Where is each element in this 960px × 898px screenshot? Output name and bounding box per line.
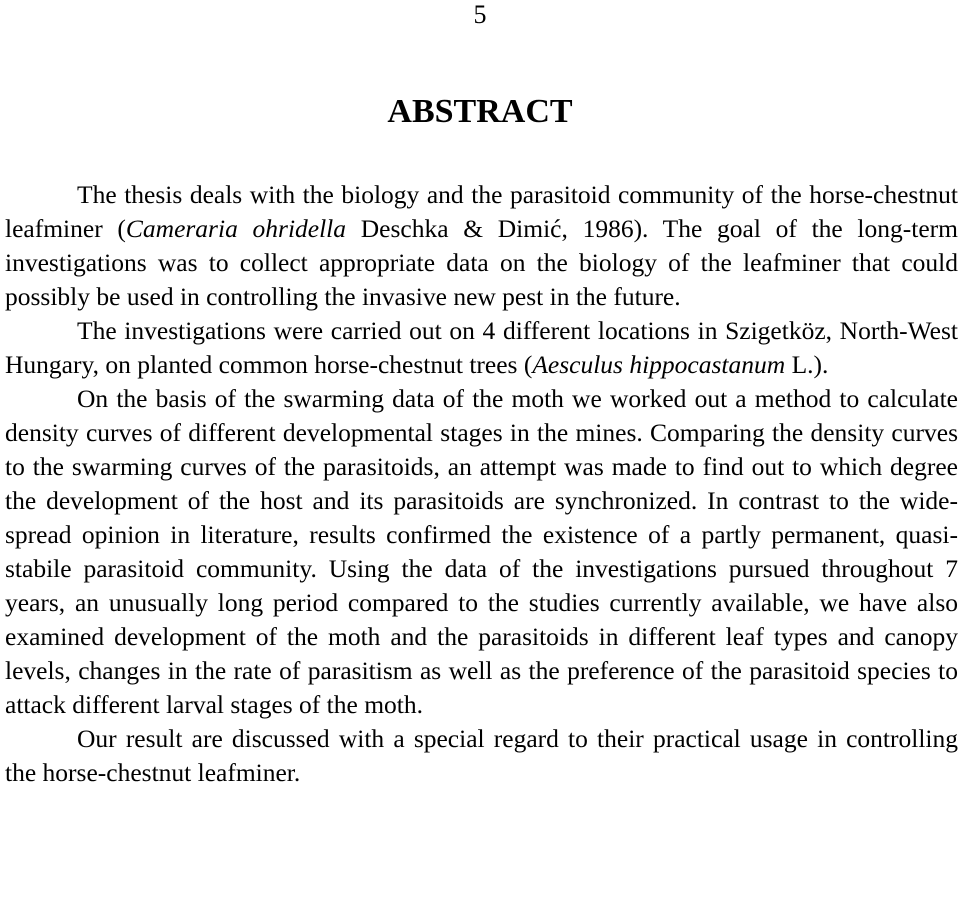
abstract-body [5,178,958,790]
paragraph-2-text-end: L.). [785,350,829,379]
species-name-cameraria: Cameraria ohridella [125,214,347,243]
paragraph-1-text: The thesis deals with the biology and the parasitoid community of the horse-chestnut leafminer ( [5,180,958,243]
paragraph-2 [5,314,958,382]
page-number: 5 [473,0,487,29]
paragraph-2-text: The investigations were carried out on 4 different locations in Szigetköz, North-West Hungary, on planted common horse-chestnut trees ( [5,316,958,379]
paragraph-4: Our result are discussed with a special regard to their practical usage in controlling the horse-chestnut leafminer. [5,724,958,787]
paragraph-1 [5,178,958,314]
paragraph-3: On the basis of the swarming data of the moth we worked out a method to calculate density curves of different developmental stages in the mines. Comparing the density curves to the swarming curves of the parasitoids, an attempt was made to find out to which degree the development of the host and its parasitoids are synchronized. In contrast to the wide-spread opinion in literature, results confirmed the existence of a partly permanent, quasi-stabile parasitoid community. Using the data of the investigations pursued throughout 7 years, an unusually long period compared to the studies currently available, we have also examined development of the moth and the parasitoids in different leaf types and canopy levels, changes in the rate of parasitism as well as the preference of the parasitoid species to attack different larval stages of the moth. [5,384,958,719]
paragraph-1-text-end: Deschka & Dimić, 1986). The goal of the long-term investigations was to collect appropriate data on the biology of the leafminer that could possibly be used in controlling the invasive new pest in the future. [5,214,958,311]
page-title: ABSTRACT [387,93,573,130]
species-name-aesculus: Aesculus hippocastanum [532,350,786,379]
